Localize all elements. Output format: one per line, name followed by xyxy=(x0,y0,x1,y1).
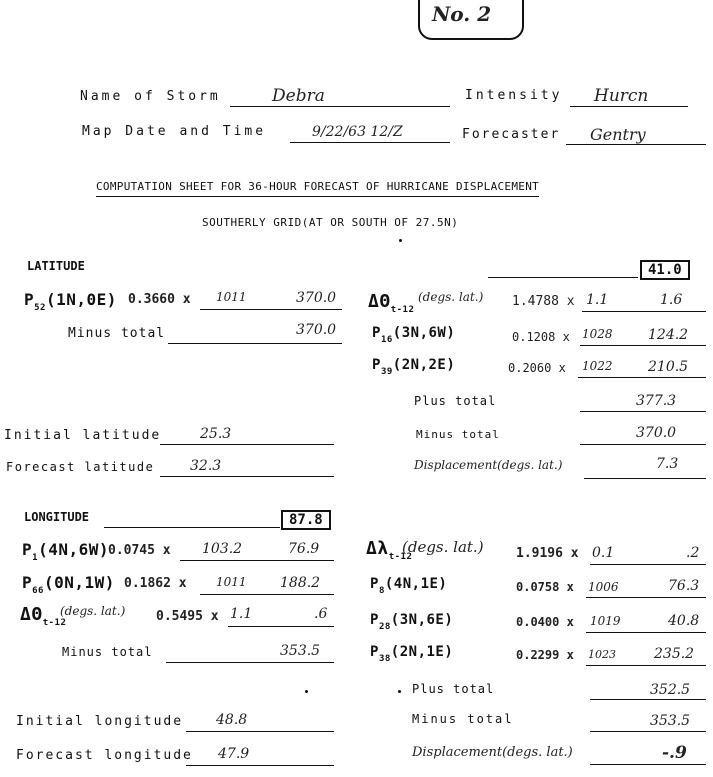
forecast-longitude-value: 47.9 xyxy=(218,746,250,762)
lat-plus-total-value: 377.3 xyxy=(636,393,677,409)
p38-input: 1023 xyxy=(588,648,616,661)
lon-displacement-value: -.9 xyxy=(662,743,687,763)
p52-input: 1011 xyxy=(216,290,247,304)
lat-minus-total-right-value: 370.0 xyxy=(636,425,677,441)
lon-minus-total-right-label: Minus total xyxy=(412,712,514,726)
p66-p: P xyxy=(22,573,33,592)
p8-coef: 0.0758 x xyxy=(516,580,574,594)
p38-line xyxy=(586,665,706,666)
form-number: No. 2 xyxy=(432,2,492,26)
p28-result: 40.8 xyxy=(668,613,700,629)
map-date-label: Map Date and Time xyxy=(82,124,267,139)
p16-line xyxy=(580,345,706,346)
sheet-title: COMPUTATION SHEET FOR 36-HOUR FORECAST OF HURRICANE DISPLACEMENT xyxy=(96,180,539,197)
p16-label xyxy=(372,325,456,345)
p28-p: P xyxy=(370,612,379,628)
lon-dtheta-input: 1.1 xyxy=(230,606,253,622)
p1-line xyxy=(180,560,334,561)
lon-dlambda-sub: t-12 xyxy=(388,552,413,562)
p1-coef: 0.0745 x xyxy=(108,543,171,558)
lon-dtheta-symbol: ΔΘ xyxy=(20,604,43,625)
p16-result: 124.2 xyxy=(648,327,689,343)
p66-sub: 66 xyxy=(32,586,44,596)
p52-suffix: (1N,0E) xyxy=(45,290,117,309)
initial-latitude-value: 25.3 xyxy=(200,426,232,442)
forecast-longitude-line xyxy=(186,765,334,766)
p39-coef: 0.2060 x xyxy=(508,361,566,375)
p8-line xyxy=(586,597,706,598)
lon-plus-total-value: 352.5 xyxy=(650,682,691,698)
p1-sub: 1 xyxy=(32,553,39,563)
map-date-value: 9/22/63 12/Z xyxy=(312,124,403,140)
p39-input: 1022 xyxy=(582,359,613,373)
forecast-latitude-line xyxy=(160,476,334,477)
p39-p: P xyxy=(372,357,381,373)
longitude-box-line xyxy=(104,527,280,528)
initial-longitude-line xyxy=(186,731,334,732)
p28-sub: 28 xyxy=(378,622,391,632)
p1-p: P xyxy=(22,540,33,559)
p66-result: 188.2 xyxy=(280,575,321,591)
forecaster-value: Gentry xyxy=(590,125,646,144)
p66-coef: 0.1862 x xyxy=(124,576,187,591)
lon-dlambda-symbol: Δλ xyxy=(366,538,389,559)
p16-coef: 0.1208 x xyxy=(512,330,570,344)
p38-sub: 38 xyxy=(378,654,391,664)
storm-name-line xyxy=(230,106,450,107)
p8-result: 76.3 xyxy=(668,578,700,594)
initial-latitude-label: Initial latitude xyxy=(4,428,162,443)
lat-plus-total-line xyxy=(580,411,706,412)
lat-plus-total-label: Plus total xyxy=(414,394,497,408)
lon-minus-total-right-value: 353.5 xyxy=(650,713,691,729)
lat-dtheta-input: 1.1 xyxy=(586,292,609,308)
lon-minus-total-label: Minus total xyxy=(62,645,153,659)
p39-sub: 39 xyxy=(380,367,393,377)
forecast-longitude-label: Forecast longitude xyxy=(16,748,193,763)
p8-sub: 8 xyxy=(378,586,385,596)
lat-minus-total-line xyxy=(168,343,342,344)
stray-mark xyxy=(398,690,401,693)
p38-p: P xyxy=(370,644,379,660)
p16-input: 1028 xyxy=(582,327,613,341)
lat-dtheta-label xyxy=(368,291,415,315)
latitude-boxed-value: 41.0 xyxy=(640,260,690,280)
lon-minus-total-right-line xyxy=(590,731,706,732)
lat-dtheta-symbol: ΔΘ xyxy=(368,291,391,312)
longitude-boxed-value: 87.8 xyxy=(281,510,331,530)
storm-name-label: Name of Storm xyxy=(80,89,221,104)
p1-input: 103.2 xyxy=(202,541,243,557)
p8-p: P xyxy=(370,576,379,592)
lat-dtheta-unit: (degs. lat.) xyxy=(418,290,484,304)
lat-displacement-label: Displacement(degs. lat.) xyxy=(414,458,563,472)
p28-line xyxy=(586,632,706,633)
forecaster-label: Forecaster xyxy=(462,127,561,142)
lon-displacement-label: Displacement(degs. lat.) xyxy=(412,745,573,760)
intensity-line xyxy=(570,106,688,107)
intensity-label: Intensity xyxy=(465,88,563,103)
lat-dtheta-line xyxy=(582,311,706,312)
lat-minus-total-label: Minus total xyxy=(68,326,166,341)
p52-coef: 0.3660 x xyxy=(128,292,191,307)
lon-dtheta-sub: t-12 xyxy=(42,618,67,628)
p66-label xyxy=(22,573,115,596)
p66-suffix: (0N,1W) xyxy=(43,573,115,592)
forecast-latitude-value: 32.3 xyxy=(190,458,222,474)
p52-result: 370.0 xyxy=(296,290,337,306)
lon-dtheta-line xyxy=(228,626,334,627)
p39-label xyxy=(372,357,456,377)
p66-input: 1011 xyxy=(216,575,247,589)
lat-displacement-value: 7.3 xyxy=(656,456,679,472)
p16-suffix: (3N,6W) xyxy=(392,325,456,341)
longitude-heading: LONGITUDE xyxy=(24,510,90,524)
p66-line xyxy=(200,594,334,595)
lat-displacement-line xyxy=(584,478,706,479)
lon-minus-total-value: 353.5 xyxy=(280,643,321,659)
lon-displacement-line xyxy=(590,764,706,765)
p39-suffix: (2N,2E) xyxy=(392,357,456,373)
p28-coef: 0.0400 x xyxy=(516,615,574,629)
p1-suffix: (4N,6W) xyxy=(38,540,109,559)
p38-suffix: (2N,1E) xyxy=(390,644,454,660)
lon-dlambda-unit: (degs. lat.) xyxy=(402,538,484,556)
latitude-heading: LATITUDE xyxy=(27,259,85,273)
p8-suffix: (4N,1E) xyxy=(384,576,448,592)
lon-minus-total-line xyxy=(166,662,334,663)
p8-label xyxy=(370,576,448,596)
stray-mark xyxy=(305,690,308,693)
storm-name-value: Debra xyxy=(272,86,325,106)
lon-dlambda-result: .2 xyxy=(686,545,700,561)
lon-plus-total-label: Plus total xyxy=(412,682,495,696)
p28-suffix: (3N,6E) xyxy=(390,612,454,628)
lat-dtheta-result: 1.6 xyxy=(660,292,683,308)
initial-latitude-line xyxy=(160,444,334,445)
p28-input: 1019 xyxy=(590,614,621,628)
lon-dtheta-result: .6 xyxy=(314,606,328,622)
forecaster-line xyxy=(566,144,706,145)
p16-sub: 16 xyxy=(380,335,393,345)
intensity-value: Hurcn xyxy=(594,86,649,106)
initial-longitude-value: 48.8 xyxy=(216,712,248,728)
lat-dtheta-coef: 1.4788 x xyxy=(512,294,575,309)
lon-dlambda-line xyxy=(590,564,706,565)
lat-minus-total-right-line xyxy=(580,444,706,445)
p1-label xyxy=(22,540,109,563)
lon-dlambda-coef: 1.9196 x xyxy=(516,546,579,561)
lon-dtheta-coef: 0.5495 x xyxy=(156,609,219,624)
forecast-latitude-label: Forecast latitude xyxy=(6,460,155,474)
stray-mark xyxy=(399,239,402,242)
p16-p: P xyxy=(372,325,381,341)
p52-p: P xyxy=(24,290,35,309)
lat-minus-total-value: 370.0 xyxy=(296,322,337,338)
lon-plus-total-line xyxy=(590,699,706,700)
p8-input: 1006 xyxy=(588,580,619,594)
p38-label xyxy=(370,644,454,664)
lon-dlambda-input: 0.1 xyxy=(592,545,615,561)
latitude-box-line xyxy=(488,277,638,278)
lat-minus-total-right-label: Minus total xyxy=(416,428,500,441)
p28-label xyxy=(370,612,454,632)
lat-dtheta-sub: t-12 xyxy=(390,305,415,315)
p39-result: 210.5 xyxy=(648,359,689,375)
p52-line xyxy=(200,309,342,310)
p39-line xyxy=(578,377,706,378)
p52-label xyxy=(24,290,117,313)
p38-coef: 0.2299 x xyxy=(516,648,574,662)
sheet-subtitle: SOUTHERLY GRID(AT OR SOUTH OF 27.5N) xyxy=(202,216,459,229)
initial-longitude-label: Initial longitude xyxy=(16,714,184,729)
p52-sub: 52 xyxy=(34,303,46,313)
map-date-line xyxy=(290,142,450,143)
p38-result: 235.2 xyxy=(654,646,695,662)
lon-dtheta-unit: (degs. lat.) xyxy=(60,604,126,618)
p1-result: 76.9 xyxy=(288,541,320,557)
